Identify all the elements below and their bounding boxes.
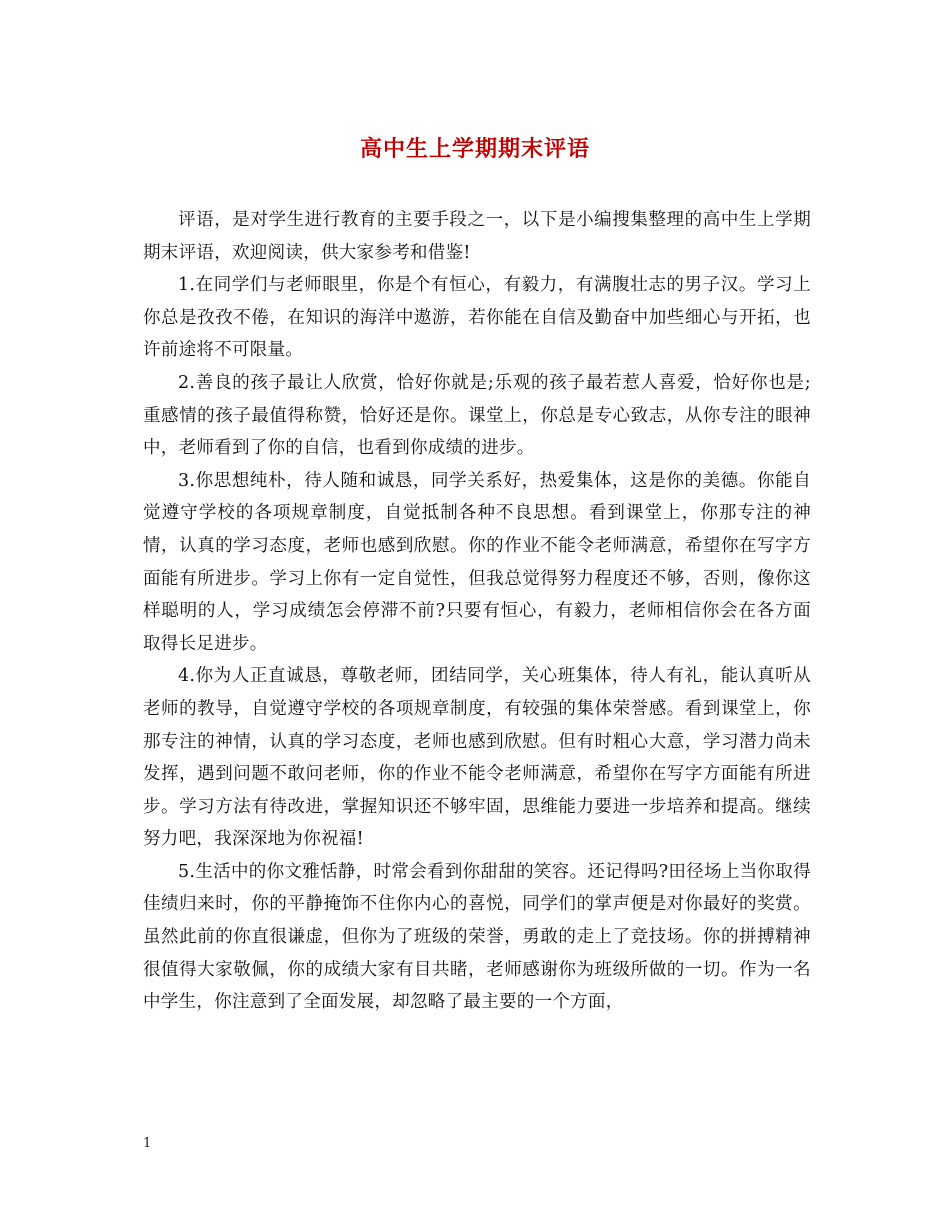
- comment-paragraph-1: 1.在同学们与老师眼里，你是个有恒心，有毅力，有满腹壮志的男子汉。学习上你总是孜孜不倦，在知识的海洋中遨游，若你能在自信及勤奋中加些细心与开拓，也许前途将不可限量。: [143, 275, 811, 361]
- document-title: 高中生上学期期末评语: [359, 136, 590, 162]
- comment-paragraph-4: 4.你为人正直诚恳，尊敬老师，团结同学，关心班集体，待人有礼，能认真听从老师的教导，自觉遵守学校的各项规章制度，有较强的集体荣誉感。看到课堂上，你那专注的神情，认真的学习态度，老师也感到欣慰。但有时粗心大意，学习潜力尚未发挥，遇到问题不敢问老师，你的作业不能令老师满意，希望你在写字方面能有所进步。学习方法有待改进，掌握知识还不够牢固，思维能力要进一步培养和提高。继续努力吧，我深深地为你祝福!: [143, 666, 811, 850]
- comment-paragraph-5: 5.生活中的你文雅恬静，时常会看到你甜甜的笑容。还记得吗?田径场上当你取得佳绩归来时，你的平静掩饰不住你内心的喜悦，同学们的掌声便是对你最好的奖赏。虽然此前的你直很谦虚，但你为了班级的荣誉，勇敢的走上了竞技场。你的拼搏精神很值得大家敬佩，你的成绩大家有目共睹，老师感谢你为班级所做的一切。作为一名中学生，你注意到了全面发展，却忽略了最主要的一个方面，: [143, 861, 811, 1013]
- comment-paragraph-2: 2.善良的孩子最让人欣赏，恰好你就是;乐观的孩子最若惹人喜爱，恰好你也是;重感情的孩子最值得称赞，恰好还是你。课堂上，你总是专心致志，从你专注的眼神中，老师看到了你的自信，也看到你成绩的进步。: [143, 372, 811, 459]
- document-body: [143, 204, 811, 1019]
- intro-paragraph: 评语，是对学生进行教育的主要手段之一，以下是小编搜集整理的高中生上学期期末评语，欢迎阅读，供大家参考和借鉴!: [143, 210, 811, 263]
- comment-paragraph-3: 3.你思想纯朴，待人随和诚恳，同学关系好，热爱集体，这是你的美德。你能自觉遵守学校的各项规章制度，自觉抵制各种不良思想。看到课堂上，你那专注的神情，认真的学习态度，老师也感到欣慰。你的作业不能令老师满意，希望你在写字方面能有所进步。学习上你有一定自觉性，但我总觉得努力程度还不够，否则，像你这样聪明的人，学习成绩怎会停滞不前?只要有恒心，有毅力，老师相信你会在各方面取得长足进步。: [143, 470, 811, 654]
- page-number: 1: [143, 1136, 152, 1151]
